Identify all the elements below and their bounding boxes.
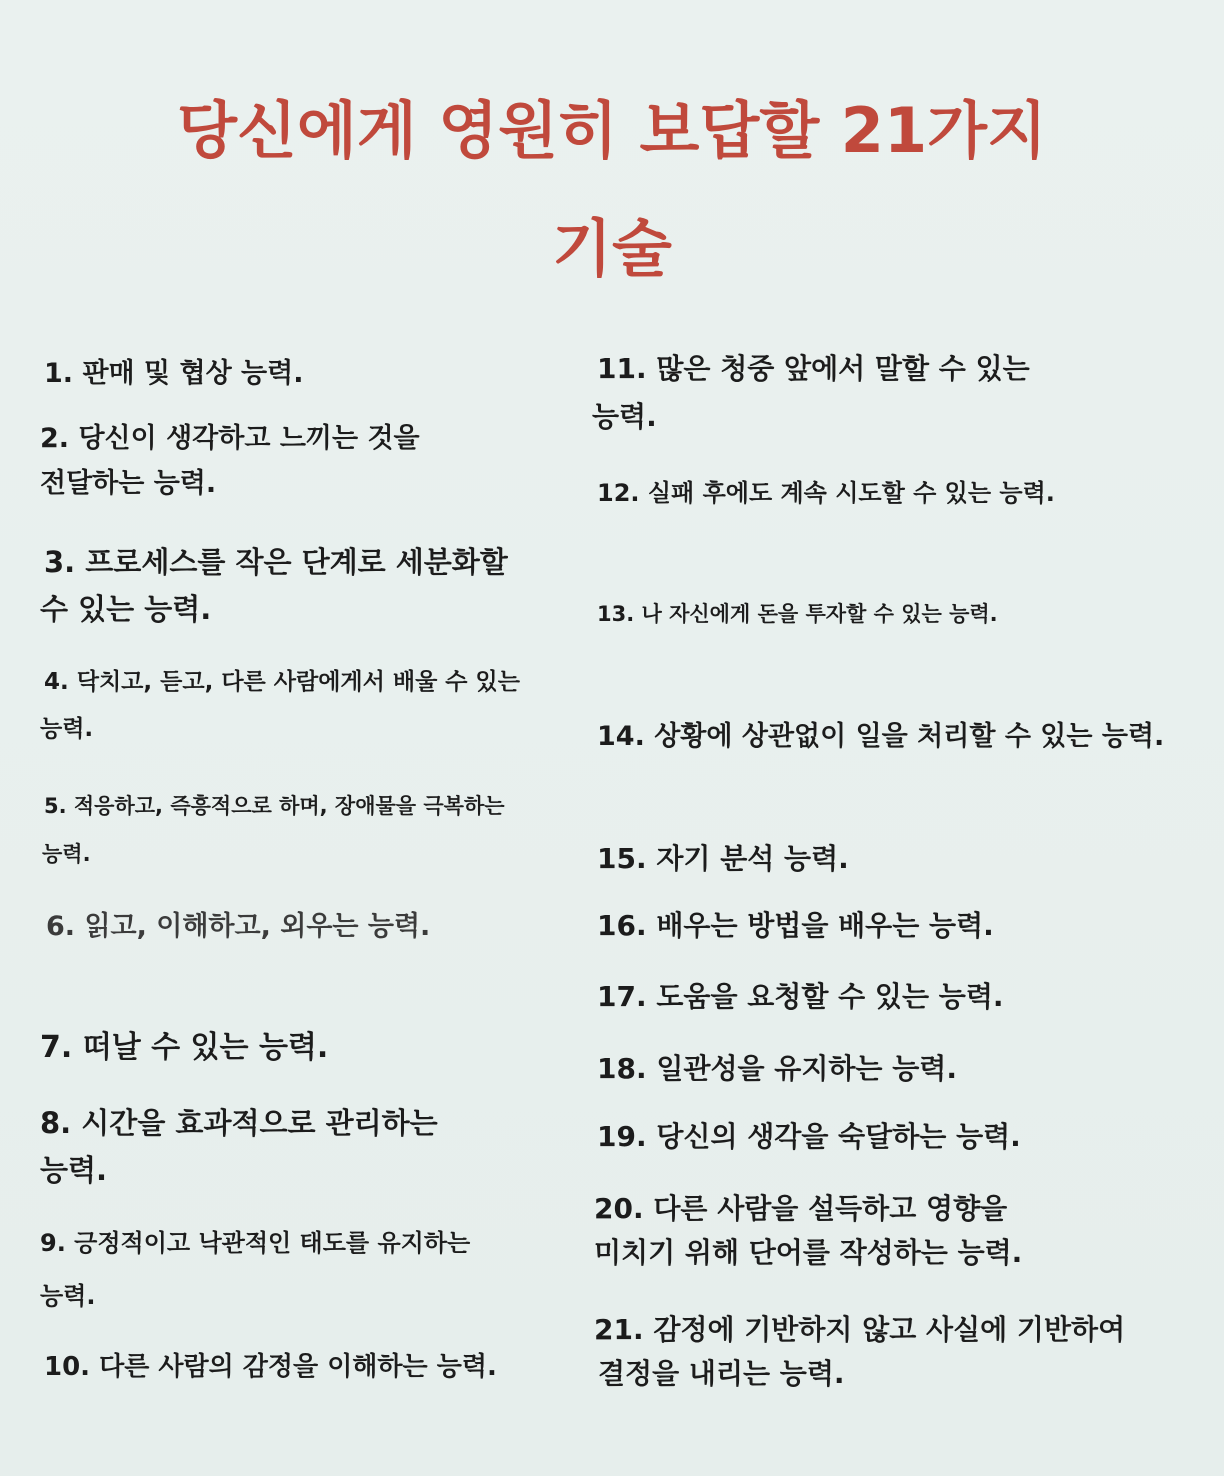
list-item-line: 2. 당신이 생각하고 느끼는 것을 <box>40 423 420 454</box>
list-item-21 <box>594 1313 1126 1390</box>
list-item-line: 능력. <box>42 842 91 866</box>
list-item-3 <box>40 545 508 626</box>
list-item-line: 6. 읽고, 이해하고, 외우는 능력. <box>46 911 431 942</box>
list-item-line: 능력. <box>40 1282 96 1310</box>
list-item-8 <box>40 1106 438 1187</box>
list-item-line: 20. 다른 사람을 설득하고 영향을 <box>594 1192 1008 1225</box>
list-item-line: 결정을 내리는 능력. <box>598 1357 845 1390</box>
list-item-line: 3. 프로세스를 작은 단계로 세분화할 <box>44 545 508 579</box>
list-item-line: 능력. <box>592 400 657 433</box>
list-item-17 <box>597 980 1004 1013</box>
list-item-line: 8. 시간을 효과적으로 관리하는 <box>40 1106 438 1140</box>
page-title-line-2: 기술 <box>552 212 672 285</box>
list-item-line: 4. 닥치고, 듣고, 다른 사람에게서 배울 수 있는 <box>44 669 520 695</box>
list-item-line: 19. 당신의 생각을 숙달하는 능력. <box>597 1120 1021 1153</box>
list-item-2 <box>40 425 420 497</box>
list-item-line: 미치기 위해 단어를 작성하는 능력. <box>594 1236 1023 1269</box>
list-item-line: 전달하는 능력. <box>40 468 217 499</box>
list-item-19 <box>597 1120 1021 1153</box>
list-item-line: 17. 도움을 요청할 수 있는 능력. <box>597 980 1004 1013</box>
list-item-12 <box>597 481 1055 505</box>
list-item-line: 11. 많은 청중 앞에서 말할 수 있는 <box>597 352 1030 385</box>
list-item-line: 능력. <box>40 716 94 742</box>
list-item-4 <box>40 669 520 742</box>
list-item-line: 1. 판매 및 협상 능력. <box>44 358 304 389</box>
list-item-line: 15. 자기 분석 능력. <box>597 842 849 875</box>
list-item-16 <box>597 909 994 942</box>
list-item-6 <box>46 913 430 940</box>
list-item-20 <box>594 1192 1023 1269</box>
list-item-line: 5. 적응하고, 즉흥적으로 하며, 장애물을 극복하는 <box>44 794 505 818</box>
list-item-line: 수 있는 능력. <box>40 592 212 626</box>
list-item-line: 10. 다른 사람의 감정을 이해하는 능력. <box>44 1352 497 1382</box>
list-item-14 <box>597 723 1164 750</box>
list-item-line: 12. 실패 후에도 계속 시도할 수 있는 능력. <box>597 479 1055 507</box>
list-item-1 <box>44 360 303 387</box>
list-item-5 <box>44 796 505 865</box>
list-item-13 <box>597 604 998 625</box>
page-title-line-1: 당신에게 영원히 보답할 21가지 <box>177 94 1047 167</box>
list-item-line: 9. 긍정적이고 낙관적인 태도를 유지하는 <box>40 1229 471 1257</box>
list-item-18 <box>597 1052 957 1085</box>
list-item-7 <box>40 1030 329 1065</box>
list-item-line: 7. 떠날 수 있는 능력. <box>40 1030 329 1065</box>
list-item-9 <box>40 1231 470 1308</box>
list-item-line: 13. 나 자신에게 돈을 투자할 수 있는 능력. <box>597 602 998 626</box>
list-item-10 <box>44 1354 497 1380</box>
list-item-line: 18. 일관성을 유지하는 능력. <box>597 1052 957 1085</box>
list-item-11 <box>592 352 1030 433</box>
list-item-line: 21. 감정에 기반하지 않고 사실에 기반하여 <box>594 1313 1126 1346</box>
list-item-15 <box>597 842 849 875</box>
list-item-line: 능력. <box>40 1153 108 1187</box>
list-item-line: 16. 배우는 방법을 배우는 능력. <box>597 909 994 942</box>
list-item-line: 14. 상황에 상관없이 일을 처리할 수 있는 능력. <box>597 721 1165 752</box>
